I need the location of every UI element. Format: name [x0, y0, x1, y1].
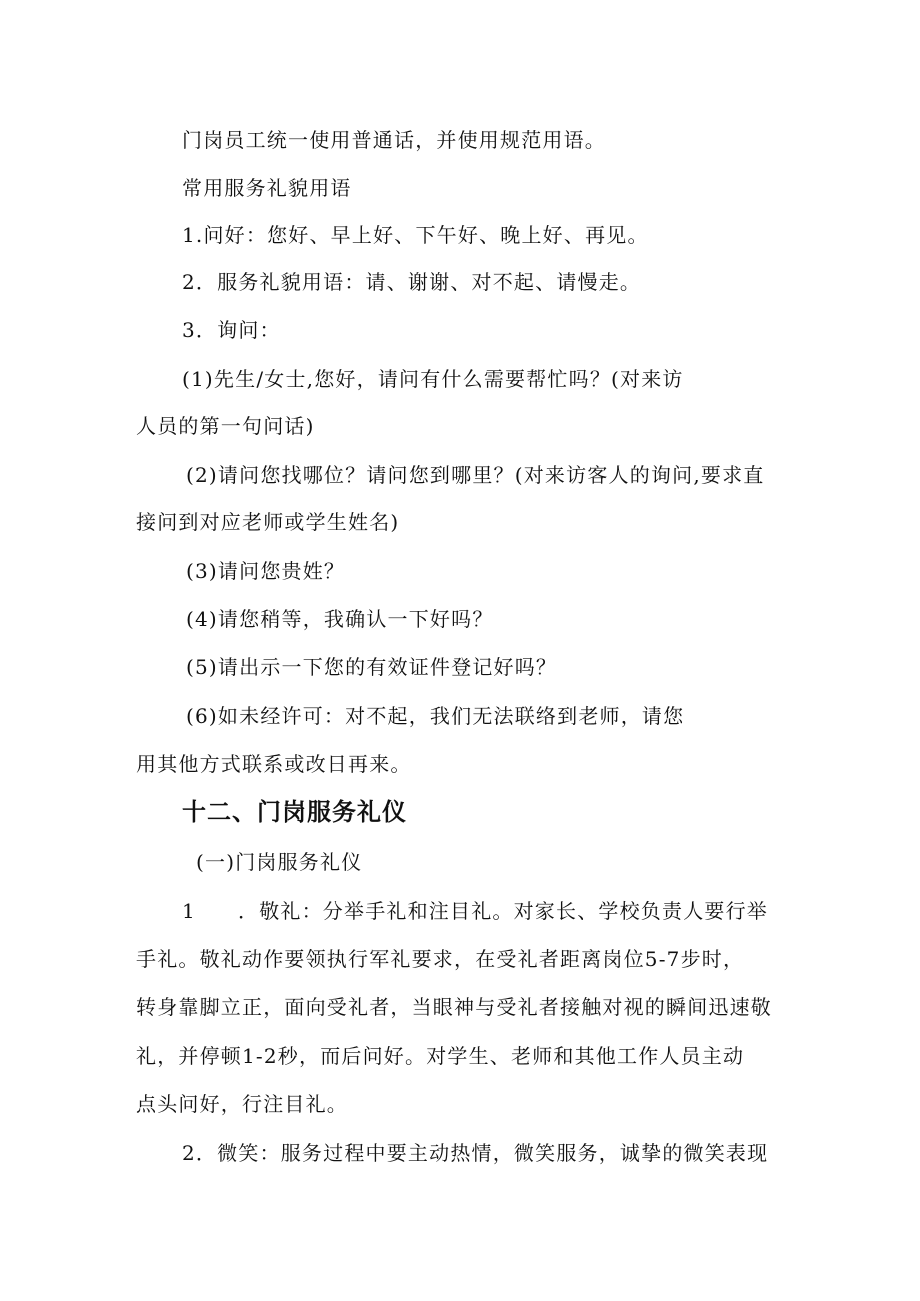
text-line: 1.问好：您好、早上好、下午好、晚上好、再见。: [182, 223, 649, 247]
text-line: (2)请问您找哪位？请问您到哪里？(对来访客人的询问,要求直: [186, 463, 765, 487]
text-line: (1)先生/女士,您好，请问有什么需要帮忙吗？(对来访: [182, 367, 684, 391]
text-line: 门岗员工统一使用普通话，并使用规范用语。: [182, 128, 606, 152]
text-line: (6)如未经许可：对不起，我们无法联络到老师，请您: [186, 704, 685, 728]
paragraph-item-1: [182, 897, 768, 925]
text-line: (5)请出示一下您的有效证件登记好吗？: [186, 655, 558, 679]
paragraph-item-2: 2．微笑：服务过程中要主动热情，微笑服务，诚挚的微笑表现: [182, 1141, 769, 1165]
item-text: ．敬礼：分举手礼和注目礼。对家长、学校负责人要行举: [238, 899, 768, 923]
text-line: 转身靠脚立正，面向受礼者，当眼神与受礼者接触对视的瞬间迅速敬: [136, 995, 772, 1019]
text-line: 人员的第一句问话): [136, 414, 315, 438]
text-line: 接问到对应老师或学生姓名): [136, 510, 400, 534]
section-heading: 十二、门岗服务礼仪: [182, 798, 407, 826]
item-number: 1: [182, 899, 196, 923]
text-line: 手礼。敬礼动作要领执行军礼要求，在受礼者距离岗位5-7步时，: [136, 947, 745, 971]
text-line: (3)请问您贵姓？: [186, 559, 346, 583]
text-line: (4)请您稍等，我确认一下好吗？: [186, 607, 494, 631]
subsection-heading: (一)门岗服务礼仪: [196, 850, 363, 874]
text-line: 用其他方式联系或改日再来。: [136, 752, 412, 776]
text-line: 礼，并停顿1-2秒，而后问好。对学生、老师和其他工作人员主动: [136, 1044, 745, 1068]
text-line: 2．服务礼貌用语：请、谢谢、对不起、请慢走。: [182, 270, 642, 294]
text-line: 常用服务礼貌用语: [182, 176, 352, 200]
text-line: 3．询问：: [182, 318, 281, 342]
text-line: 点头问好，行注目礼。: [136, 1092, 348, 1116]
